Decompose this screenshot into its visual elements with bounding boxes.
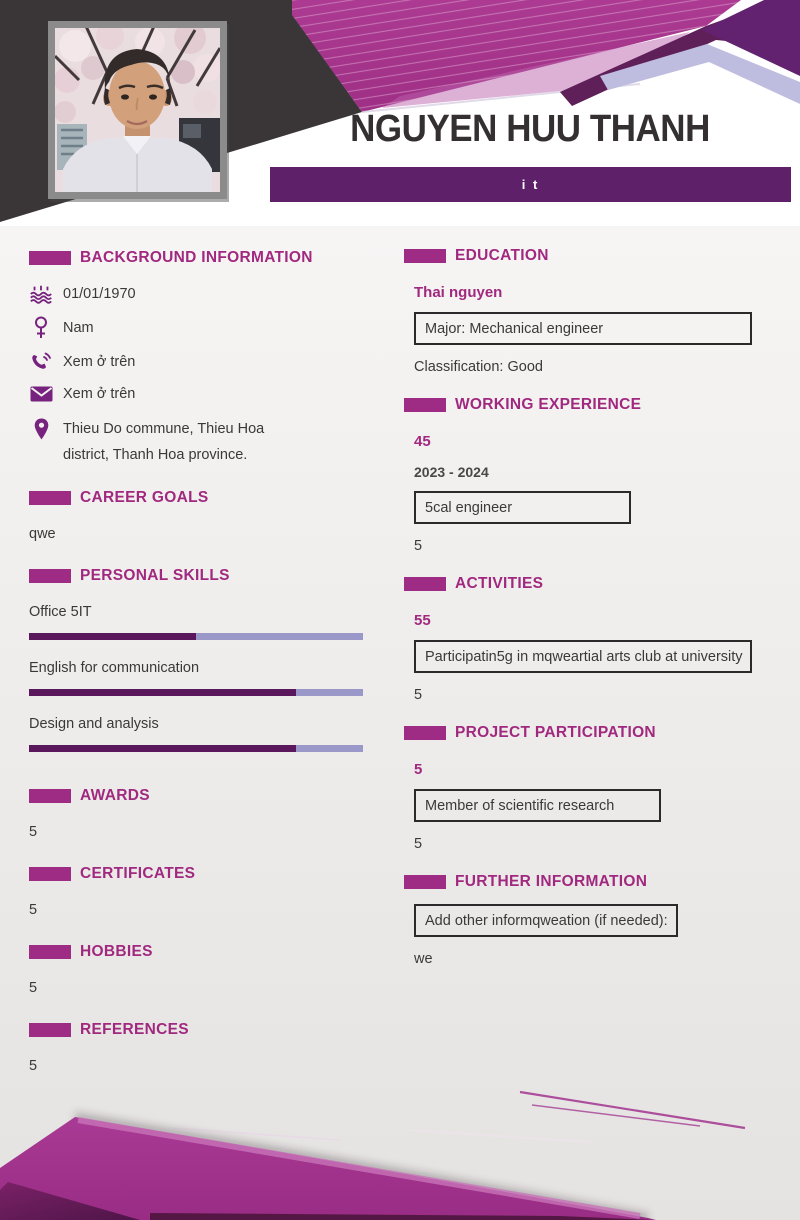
activities-box: Participatin5g in mqweartial arts club at university (414, 640, 752, 673)
references-content: 5 (29, 1058, 38, 1074)
heading-swatch (29, 491, 71, 505)
section-title: AWARDS (80, 787, 150, 804)
position-bar (270, 167, 791, 202)
phone-value: Xem ở trên (63, 353, 136, 370)
career-goals-content: qwe (29, 526, 56, 542)
section-heading-career-goals (29, 490, 365, 506)
gender-icon (29, 316, 53, 339)
section-title: ACTIVITIES (455, 575, 544, 592)
skill-bar (29, 745, 363, 752)
section-heading-references (29, 1022, 365, 1038)
skill-bar (29, 689, 363, 696)
info-row-gender (29, 316, 365, 339)
section-heading-hobbies (29, 944, 365, 960)
section-title: BACKGROUND INFORMATION (80, 249, 313, 266)
info-row-address (29, 416, 365, 468)
awards-content: 5 (29, 824, 38, 840)
activities-description: 5 (414, 687, 423, 703)
skill-item (29, 716, 365, 752)
section-heading-project-participation (404, 725, 764, 741)
section-title: CAREER GOALS (80, 489, 209, 506)
heading-swatch (29, 569, 71, 583)
gender-value: Nam (63, 319, 94, 336)
skill-item (29, 604, 365, 640)
skill-bar-fill (29, 689, 296, 696)
left-column (29, 250, 365, 1074)
section-title: PERSONAL SKILLS (80, 567, 230, 584)
section-heading-activities (404, 576, 764, 592)
certificates-content: 5 (29, 902, 38, 918)
info-row-birthday (29, 284, 365, 304)
birthday-icon (29, 285, 53, 304)
work-description: 5 (414, 538, 423, 554)
birthday-value: 01/01/1970 (63, 286, 136, 302)
profile-photo-image (55, 28, 220, 192)
section-title: FURTHER INFORMATION (455, 873, 648, 890)
section-title: CERTIFICATES (80, 865, 196, 882)
heading-swatch (29, 251, 71, 265)
info-row-email (29, 384, 365, 404)
heading-swatch (404, 577, 446, 591)
section-title: HOBBIES (80, 943, 153, 960)
section-heading-awards (29, 788, 365, 804)
section-heading-working-experience (404, 397, 764, 413)
heading-swatch (29, 945, 71, 959)
section-heading-further-information (404, 874, 764, 890)
heading-swatch (29, 867, 71, 881)
right-column (404, 248, 764, 967)
skill-bar (29, 633, 363, 640)
section-title: EDUCATION (455, 247, 549, 264)
skill-name: Design and analysis (29, 716, 159, 732)
skill-name: English for communication (29, 660, 200, 676)
project-name: 5 (414, 761, 423, 778)
further-info-box: Add other informqweation (if needed): (414, 904, 678, 937)
section-heading-background-information (29, 250, 365, 266)
heading-swatch (404, 875, 446, 889)
section-title: REFERENCES (80, 1021, 189, 1038)
work-position-box: 5cal engineer (414, 491, 631, 524)
position-label: i t (521, 177, 540, 192)
profile-photo (48, 21, 227, 199)
education-school: Thai nguyen (414, 284, 503, 301)
education-classification: Classification: Good (414, 359, 543, 375)
project-role-box: Member of scientific research (414, 789, 661, 822)
project-description: 5 (414, 836, 423, 852)
heading-swatch (29, 789, 71, 803)
section-heading-personal-skills (29, 568, 365, 584)
activities-organization: 55 (414, 612, 431, 629)
section-title: PROJECT PARTICIPATION (455, 724, 656, 741)
heading-swatch (404, 726, 446, 740)
work-period: 2023 - 2024 (414, 464, 489, 480)
education-major-box: Major: Mechanical engineer (414, 312, 752, 345)
heading-swatch (404, 398, 446, 412)
location-icon (29, 418, 53, 441)
skill-name: Office 5IT (29, 604, 92, 620)
skill-bar-fill (29, 745, 296, 752)
hobbies-content: 5 (29, 980, 38, 996)
section-title: WORKING EXPERIENCE (455, 396, 642, 413)
work-company: 45 (414, 433, 431, 450)
section-heading-certificates (29, 866, 365, 882)
skill-bar-fill (29, 633, 196, 640)
heading-swatch (29, 1023, 71, 1037)
address-value: Thieu Do commune, Thieu Hoa district, Thanh Hoa province. (63, 421, 265, 463)
candidate-name: NGUYEN HUU THANH (350, 108, 710, 150)
background-info-list (29, 284, 365, 468)
info-row-phone (29, 351, 365, 372)
heading-swatch (404, 249, 446, 263)
email-icon (29, 386, 53, 402)
phone-icon (29, 351, 53, 372)
email-value: Xem ở trên (63, 386, 136, 402)
skill-item (29, 660, 365, 696)
section-heading-education (404, 248, 764, 264)
further-info-content: we (414, 951, 433, 967)
